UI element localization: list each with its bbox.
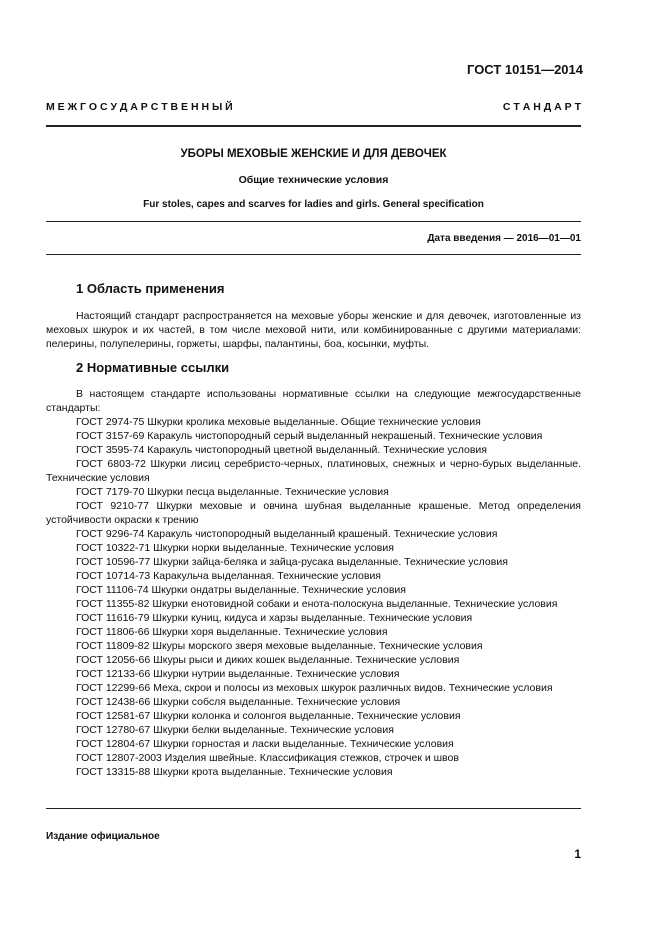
reference-item: ГОСТ 10322-71 Шкурки норки выделанные. Технические условия: [76, 542, 394, 554]
banner-left: М Е Ж Г О С У Д А Р С Т В Е Н Н Ы Й: [46, 101, 233, 113]
section-1-body: [46, 309, 581, 351]
footer-divider: [46, 808, 581, 809]
section-1-heading: 1 Область применения: [76, 281, 225, 296]
reference-item: ГОСТ 6803-72 Шкурки лисиц серебристо-черных, платиновых, снежных и черно-бурых выделанные. Технические условия: [46, 458, 581, 484]
reference-item: ГОСТ 7179-70 Шкурки песца выделанные. Технические условия: [76, 486, 389, 498]
document-subtitle: Общие технические условия: [238, 174, 389, 186]
reference-item: ГОСТ 12780-67 Шкурки белки выделанные. Технические условия: [76, 724, 394, 736]
page-number: 1: [574, 847, 581, 861]
section-2-heading: 2 Нормативные ссылки: [76, 360, 230, 375]
reference-item: ГОСТ 12581-67 Шкурки колонка и солонгоя выделанные. Технические условия: [76, 710, 461, 722]
reference-item: ГОСТ 11355-82 Шкурки енотовидной собаки и енота-полоскуна выделанные. Технические условия: [76, 598, 558, 610]
reference-item: ГОСТ 3157-69 Каракуль чистопородный серый выделанный некрашеный. Технические условия: [76, 430, 543, 442]
title-divider: [46, 221, 581, 222]
reference-item: ГОСТ 13315-88 Шкурки крота выделанные. Технические условия: [76, 766, 393, 778]
reference-item: ГОСТ 12056-66 Шкуры рыси и диких кошек выделанные. Технические условия: [76, 654, 460, 666]
reference-item: ГОСТ 11806-66 Шкурки хоря выделанные. Технические условия: [76, 626, 388, 638]
reference-item: ГОСТ 3595-74 Каракуль чистопородный цветной выделанный. Технические условия: [76, 444, 487, 456]
standard-banner: [46, 101, 581, 113]
reference-item: ГОСТ 11106-74 Шкурки ондатры выделанные. Технические условия: [76, 584, 406, 596]
reference-item: ГОСТ 12299-66 Меха, скрои и полосы из меховых шкурок различных видов. Технические условия: [76, 682, 553, 694]
reference-item: ГОСТ 12133-66 Шкурки нутрии выделанные. Технические условия: [76, 668, 400, 680]
reference-item: ГОСТ 12804-67 Шкурки горностая и ласки выделанные. Технические условия: [76, 738, 454, 750]
reference-item: ГОСТ 12807-2003 Изделия швейные. Классификация стежков, строчек и швов: [76, 752, 459, 764]
reference-item: ГОСТ 9296-74 Каракуль чистопородный выделанный крашеный. Технические условия: [76, 528, 498, 540]
reference-item: ГОСТ 9210-77 Шкурки меховые и овчина шубная выделанные крашеные. Метод определения устойчивости окраски к трению: [46, 500, 581, 526]
banner-right: С Т А Н Д А Р Т: [502, 101, 581, 113]
section-2-intro: В настоящем стандарте использованы нормативные ссылки на следующие межгосударственные стандарты:: [46, 388, 581, 414]
document-title: УБОРЫ МЕХОВЫЕ ЖЕНСКИЕ И ДЛЯ ДЕВОЧЕК: [180, 148, 447, 160]
section-1-text: Настоящий стандарт распространяется на меховые уборы женские и для девочек, изготовленные из меховых шкурок и их частей, в том числе меховой нити, или комбинированные с другими материалами: пелерины, полупелерины, горжеты, шарфы, палантины, боа, косынки, муфты.: [46, 310, 581, 350]
reference-item: ГОСТ 2974-75 Шкурки кролика меховые выделанные. Общие технические условия: [76, 416, 481, 428]
header-divider: [46, 125, 581, 127]
reference-item: ГОСТ 11616-79 Шкурки куниц, кидуса и харзы выделанные. Технические условия: [76, 612, 473, 624]
reference-item: ГОСТ 11809-82 Шкуры морского зверя меховые выделанные. Технические условия: [76, 640, 483, 652]
reference-item: ГОСТ 10714-73 Каракульча выделанная. Технические условия: [76, 570, 381, 582]
document-code: ГОСТ 10151—2014: [467, 62, 583, 77]
reference-item: ГОСТ 12438-66 Шкурки собсля выделанные. Технические условия: [76, 696, 401, 708]
english-title: Fur stoles, capes and scarves for ladies and girls. General specification: [143, 199, 484, 210]
edition-label: Издание официальное: [46, 831, 160, 842]
reference-item: ГОСТ 10596-77 Шкурки зайца-беляка и зайца-русака выделанные. Технические условия: [76, 556, 508, 568]
introduction-date: Дата введения — 2016—01—01: [427, 233, 581, 244]
date-divider: [46, 254, 581, 255]
section-2-body: [46, 387, 581, 779]
reference-list: [46, 415, 581, 779]
